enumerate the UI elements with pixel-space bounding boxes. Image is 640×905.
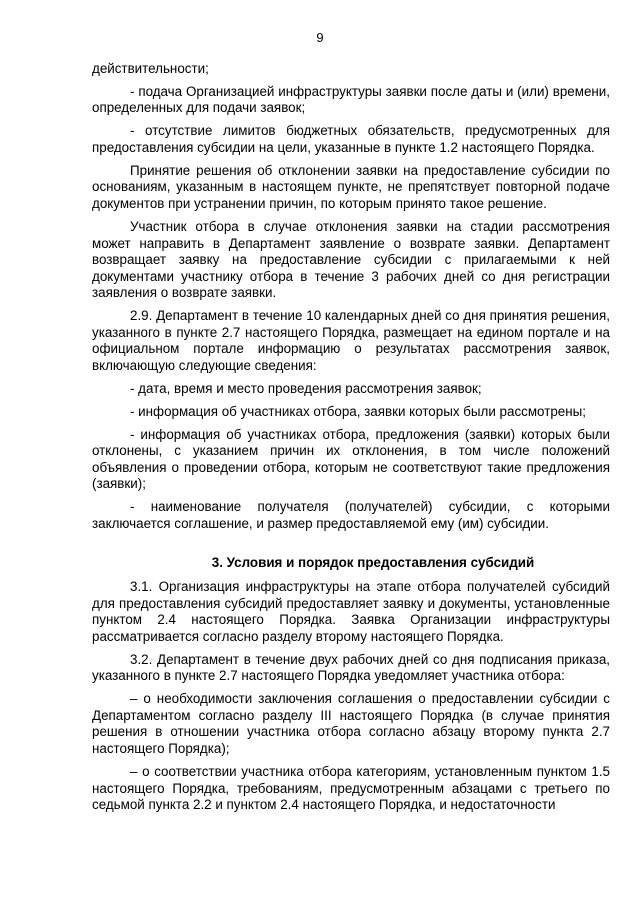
list-item-submission-after-deadline: - подача Организацией инфраструктуры заявки после даты и (или) времени, определенных для подачи заявок;: [92, 83, 610, 116]
list-item-agreement-necessity: – о необходимости заключения соглашения о предоставлении субсидии с Департаментом согласно разделу III настоящего Порядка (в случае принятия решения в отношении участника отбора согласно абзацу второму пункта 2.7 настоящего Порядка);: [92, 691, 610, 757]
paragraph-application-return: Участник отбора в случае отклонения заявки на стадии рассмотрения может направить в Департамент заявление о возврате заявки. Департамент возвращает заявку на предоставление субсидии с прилагаемыми к ней документами участнику отбора в течение 3 рабочих дней со дня регистрации заявления о возврате заявки.: [92, 218, 610, 301]
list-item-rejected-participants: - информация об участниках отбора, предложения (заявки) которых были отклонены, с указанием причин их отклонения, в том числе положений объявления о проведении отбора, которым не соответствуют такие предложения (заявки);: [92, 426, 610, 492]
paragraph-3-2: 3.2. Департамент в течение двух рабочих дней со дня подписания приказа, указанного в пункте 2.7 настоящего Порядка уведомляет участника отбора:: [92, 651, 610, 684]
list-item-participants-info: - информация об участниках отбора, заявки которых были рассмотрены;: [130, 403, 586, 419]
section-heading: 3. Условия и порядок предоставления субсидий: [211, 554, 535, 570]
document-body: [92, 61, 610, 814]
list-item-recipient-name: - наименование получателя (получателей) субсидии, с которыми заключается соглашение, и размер предоставляемой ему (им) субсидии.: [92, 499, 610, 531]
paragraph-2-9: 2.9. Департамент в течение 10 календарных дней со дня принятия решения, указанного в пункте 2.7 настоящего Порядка, размещает на едином портале и на официальном портале информацию о результатах рассмотрения заявок, включающую следующие сведения:: [92, 308, 610, 373]
paragraph-rejection-decision: Принятие решения об отклонении заявки на предоставление субсидии по основаниям, указанным в настоящем пункте, не препятствует повторной подаче документов при устранении причин, по которым принято такое решение.: [92, 162, 610, 212]
list-item-budget-limits: - отсутствие лимитов бюджетных обязательств, предусмотренных для предоставления субсидии на цели, указанные в пункте 1.2 настоящего Порядка.: [92, 123, 610, 155]
list-item-date-time-place: - дата, время и место проведения рассмотрения заявок;: [130, 380, 482, 396]
section-2-continuation: [92, 61, 610, 533]
paragraph-3-1: 3.1. Организация инфраструктуры на этапе отбора получателей субсидий для предоставления субсидий предоставляет заявку и документы, установленные пунктом 2.4 настоящего Порядка. Заявка Организации инфраструктуры рассматривается согласно разделу второму настоящего Порядка.: [92, 579, 610, 644]
list-item-category-compliance: – о соответствии участника отбора категориям, установленным пунктом 1.5 настоящего Порядка, требованиям, предусмотренным абзацами с третьего по седьмой пункта 2.2 и пунктом 2.4 настоящего Порядка, и недостаточности: [92, 763, 610, 813]
page-number: 9: [316, 30, 324, 45]
section-3: [92, 579, 610, 814]
paragraph-continuation: действительности;: [92, 61, 209, 76]
